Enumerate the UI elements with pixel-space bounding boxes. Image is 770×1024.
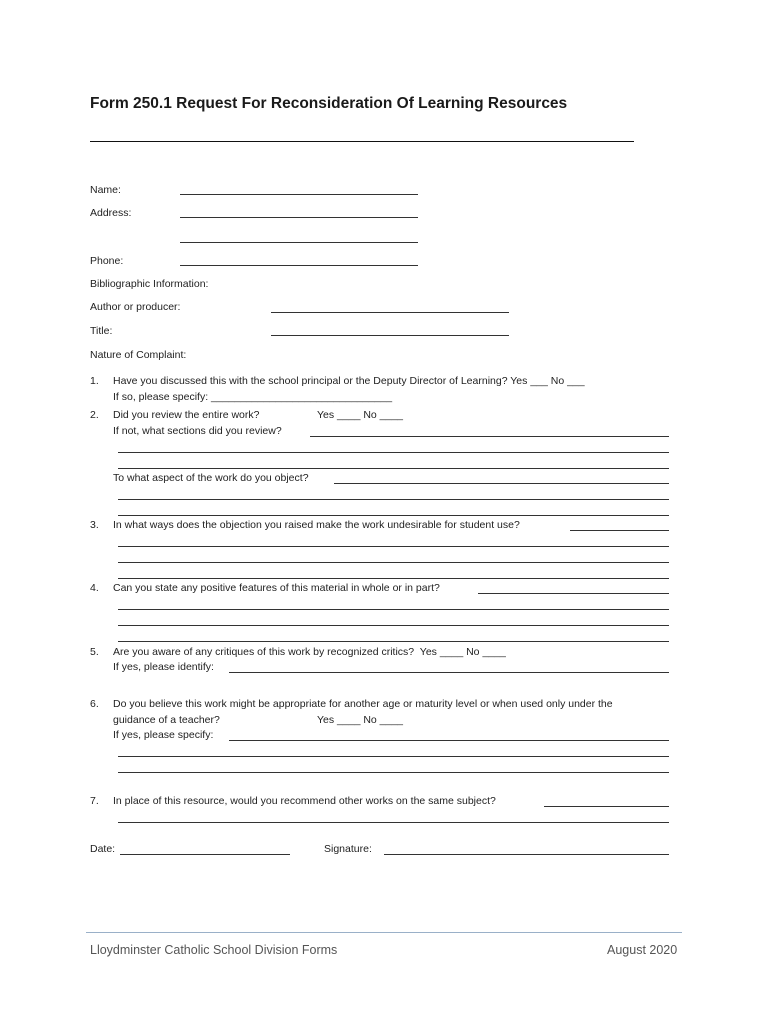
bibliographic-label: Bibliographic Information: <box>90 278 209 290</box>
q3-field[interactable] <box>570 530 669 531</box>
author-field[interactable] <box>271 312 509 313</box>
q6-line-3[interactable] <box>118 772 669 773</box>
q3-line-3[interactable] <box>118 562 669 563</box>
q4-number: 4. <box>90 582 99 594</box>
q1-number: 1. <box>90 375 99 387</box>
q3-number: 3. <box>90 519 99 531</box>
q2-sections-field[interactable] <box>310 436 669 437</box>
footer-rule <box>86 932 682 933</box>
q6-yes-no: Yes ____ No ____ <box>317 714 404 726</box>
q7-field[interactable] <box>544 806 669 807</box>
footer-date: August 2020 <box>607 943 678 957</box>
q7-text: In place of this resource, would you recommend other works on the same subject? <box>113 795 496 807</box>
q6-number: 6. <box>90 698 99 710</box>
book-title-field[interactable] <box>271 335 509 336</box>
q7-number: 7. <box>90 795 99 807</box>
q6-line-2[interactable] <box>118 756 669 757</box>
q5-field[interactable] <box>229 672 669 673</box>
q3-text: In what ways does the objection you raised make the work undesirable for student use? <box>113 519 520 531</box>
name-field[interactable] <box>180 194 418 195</box>
q1-text: Have you discussed this with the school principal or the Deputy Director of Learning? Yes ___ No ___ <box>113 375 585 387</box>
phone-label: Phone: <box>90 255 124 267</box>
q1-sub: If so, please specify: _______________________________ <box>113 391 393 403</box>
q2-sub: If not, what sections did you review? <box>113 425 282 437</box>
q7-line-2[interactable] <box>118 822 669 823</box>
q6-sub: If yes, please specify: <box>113 729 214 741</box>
q6-text: Do you believe this work might be appropriate for another age or maturity level or when used only under the <box>113 698 613 710</box>
q5-sub: If yes, please identify: <box>113 661 214 673</box>
q4-text: Can you state any positive features of this material in whole or in part? <box>113 582 440 594</box>
q2-object-field[interactable] <box>334 483 669 484</box>
q2-yes-no: Yes ____ No ____ <box>317 409 404 421</box>
date-label: Date: <box>90 843 116 855</box>
q3-line-4[interactable] <box>118 578 669 579</box>
q6-field[interactable] <box>229 740 669 741</box>
q5-number: 5. <box>90 646 99 658</box>
q6-text-2: guidance of a teacher? <box>113 714 220 726</box>
q2-number: 2. <box>90 409 99 421</box>
q3-line-2[interactable] <box>118 546 669 547</box>
name-label: Name: <box>90 184 121 196</box>
address-field-line-1[interactable] <box>180 217 418 218</box>
address-field-line-2[interactable] <box>180 242 418 243</box>
q2-object-line-2[interactable] <box>118 499 669 500</box>
author-label: Author or producer: <box>90 301 181 313</box>
page-title: Form 250.1 Request For Reconsideration Of Learning Resources <box>90 95 568 112</box>
q5-text: Are you aware of any critiques of this work by recognized critics? Yes ____ No ____ <box>113 646 506 658</box>
q2-sections-line-3[interactable] <box>118 468 669 469</box>
q2-sections-line-2[interactable] <box>118 452 669 453</box>
nature-label: Nature of Complaint: <box>90 349 187 361</box>
footer-organization: Lloydminster Catholic School Division Forms <box>90 943 338 957</box>
q2-object-text: To what aspect of the work do you object? <box>113 472 309 484</box>
q4-line-4[interactable] <box>118 641 669 642</box>
q4-line-2[interactable] <box>118 609 669 610</box>
q4-line-3[interactable] <box>118 625 669 626</box>
address-label: Address: <box>90 207 132 219</box>
signature-label: Signature: <box>324 843 372 855</box>
q2-object-line-3[interactable] <box>118 515 669 516</box>
signature-field[interactable] <box>384 854 669 855</box>
q2-text: Did you review the entire work? <box>113 409 260 421</box>
q4-field[interactable] <box>478 593 669 594</box>
phone-field[interactable] <box>180 265 418 266</box>
title-rule <box>90 141 634 142</box>
book-title-label: Title: <box>90 325 113 337</box>
date-field[interactable] <box>120 854 290 855</box>
